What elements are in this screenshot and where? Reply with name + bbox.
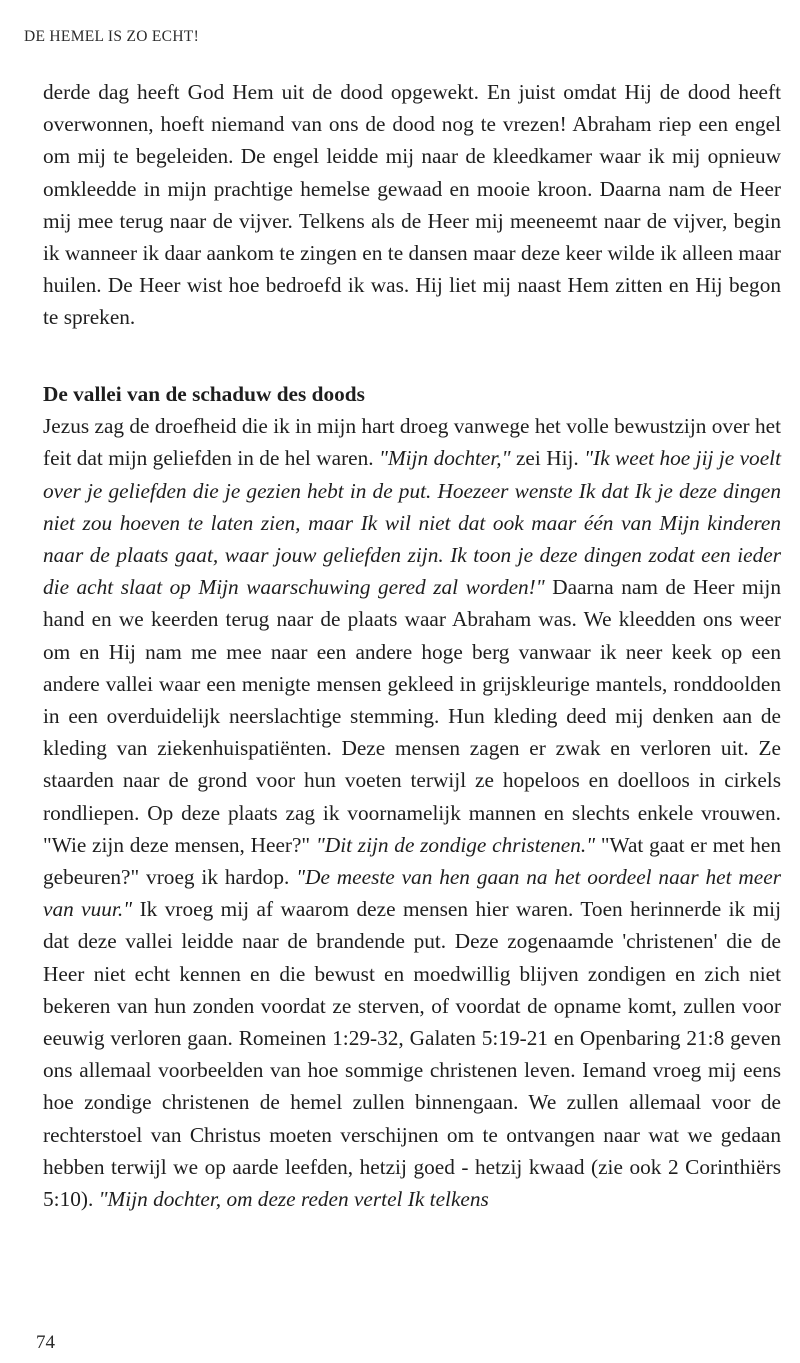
narrative-text: Ik vroeg mij af waarom deze mensen hier waren. Toen herinnerde ik mij dat deze vallei leidde naar de brandende put. Deze zogenaamde 'christenen' die de Heer niet echt kennen en die bewust en moedwillig blijven zondigen en zich niet bekeren van hun zonden voordat ze sterven, of voordat de opname komt, zullen voor eeuwig verloren gaan. Romeinen 1:29-32, Galaten 5:19-21 en Openbaring 21:8 geven ons allemaal voorbeelden van hoe sommige christenen leven. Iemand vroeg mij eens hoe zondige christenen de hemel zullen binnengaan. We zullen allemaal voor de rechterstoel van Christus moeten verschijnen om te ontvangen naar wat we gedaan hebben terwijl we op aarde leefden, hetzij goed - hetzij kwaad (zie ook 2 Corinthiërs 5:10). [43, 897, 781, 1212]
running-head: DE HEMEL IS ZO ECHT! [24, 28, 200, 45]
quote-text: "Mijn dochter, om deze reden vertel Ik telkens [98, 1187, 489, 1212]
quote-text: "Mijn dochter," [379, 446, 511, 471]
quote-text: "De meeste van hen gaan na het oordeel naar het meer van vuur." [43, 865, 781, 922]
body-text-section-2 [43, 378, 781, 1215]
section-heading: De vallei van de schaduw des doods [43, 382, 365, 406]
narrative-text: Jezus zag de droefheid die ik in mijn hart droeg vanwege het volle bewustzijn over het feit dat mijn geliefden in de hel waren. [43, 414, 781, 471]
narrative-text: "Wat gaat er met hen gebeuren?" vroeg ik hardop. [43, 832, 782, 890]
quote-text: "Dit zijn de zondige christenen." [315, 832, 596, 857]
paragraph [43, 410, 781, 1215]
paragraph: derde dag heeft God Hem uit de dood opgewekt. En juist omdat Hij de dood heeft overwonnen, hoeft niemand van ons de dood nog te vrezen! Abraham riep een engel om mij te begeleiden. De engel leidde mij naar de kleedkamer waar ik mij opnieuw omkleedde in mijn prachtige hemelse gewaad en mooie kroon. Daarna nam de Heer mij mee terug naar de vijver. Telkens als de Heer mij meeneemt naar de vijver, begin ik wanneer ik daar aankom te zingen en te dansen maar deze keer wilde ik alleen maar huilen. De Heer wist hoe bedroefd ik was. Hij liet mij naast Hem zitten en Hij begon te spreken. [43, 80, 781, 330]
quote-text: "Ik weet hoe jij je voelt over je geliefden die je gezien hebt in de put. Hoezeer wenste Ik dat Ik je deze dingen niet zou hoeven te laten zien, maar Ik wil niet dat ook maar één van Mijn kinderen naar de plaats gaat, waar jouw geliefden zijn. Ik toon je deze dingen zodat een ieder die acht slaat op Mijn waarschuwing gered zal worden!" [43, 446, 781, 600]
narrative-text: zei Hij. [510, 446, 585, 471]
page-number: 74 [36, 1332, 55, 1353]
narrative-text: Daarna nam de Heer mijn hand en we keerden terug naar de plaats waar Abraham was. We kleedden ons weer om en Hij nam me mee naar een andere hoge berg vanwaar ik neer keek op een andere vallei waar een menigte mensen gekleed in grijskleurige mantels, ronddoolden in een overduidelijk neerslachtige stemming. Hun kleding deed mij denken aan de kleding van ziekenhuispatiënten. Deze mensen zagen er zwak en verloren uit. Ze staarden naar de grond voor hun voeten terwijl ze hopeloos en doelloos in cirkels rondliepen. Op deze plaats zag ik voornamelijk mannen en slechts enkele vrouwen. "Wie zijn deze mensen, Heer?" [43, 575, 781, 857]
body-text-section-1 [43, 76, 781, 334]
